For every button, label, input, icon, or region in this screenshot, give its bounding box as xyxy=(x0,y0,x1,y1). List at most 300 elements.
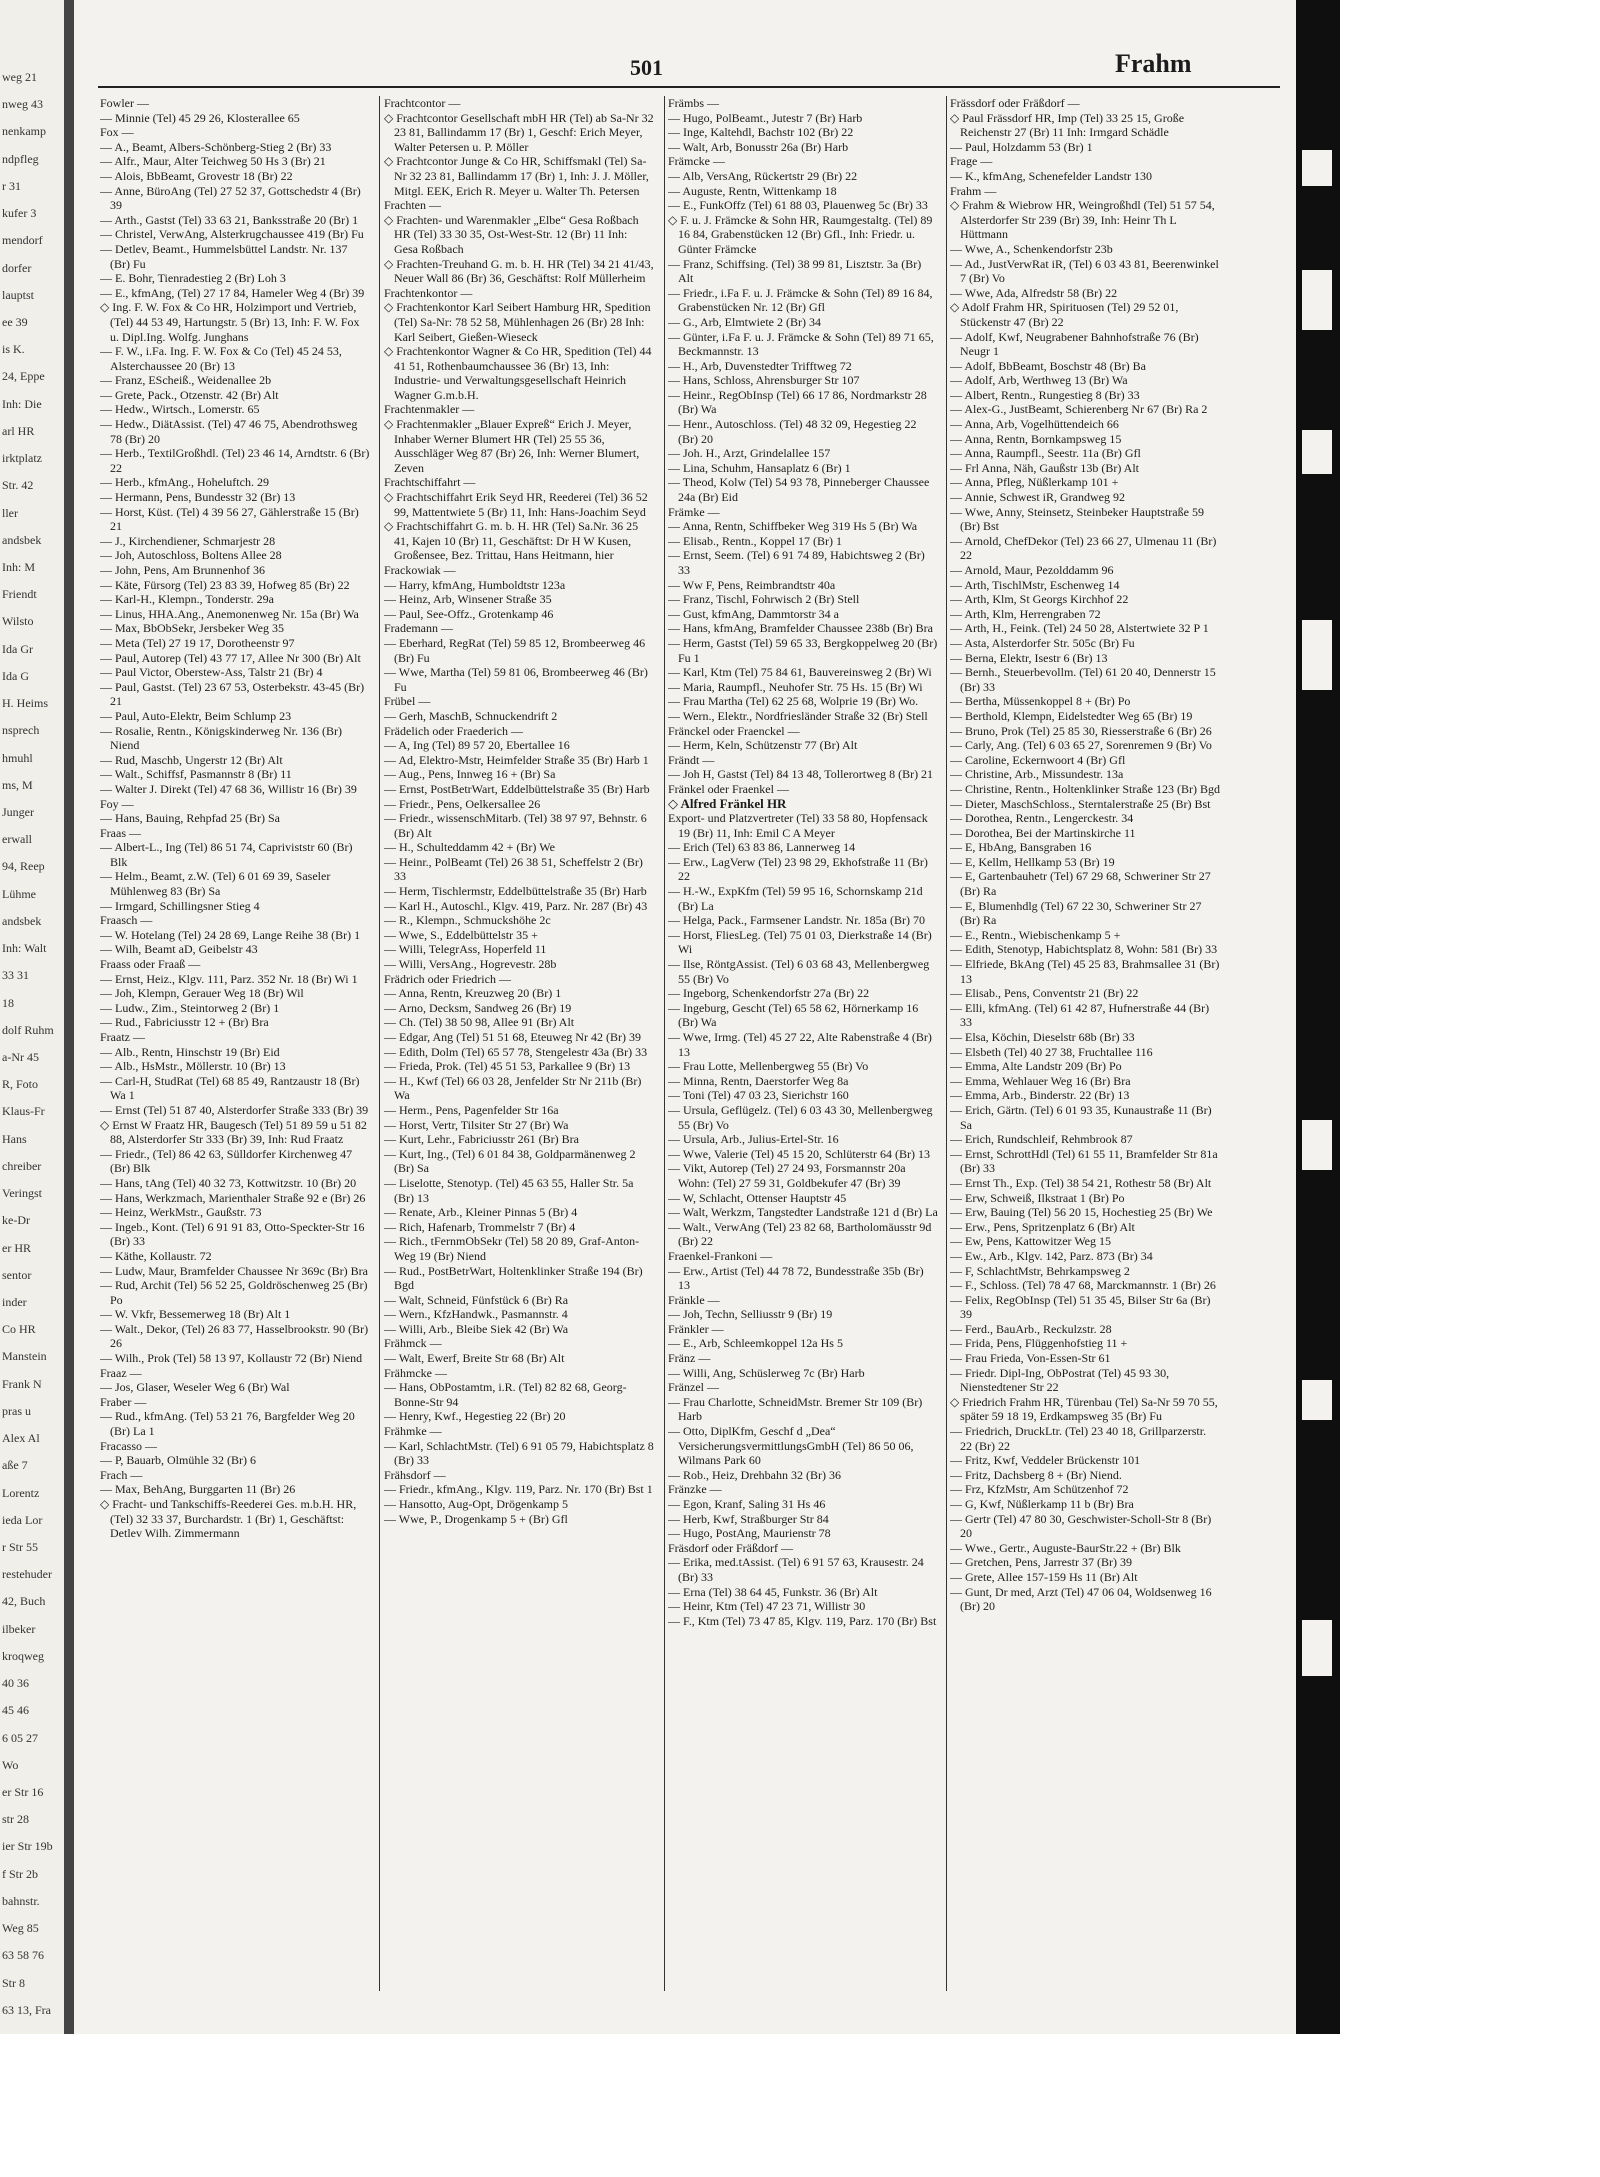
adjacent-page-fragment: is K. xyxy=(2,342,25,357)
directory-entry: — Walt., VerwAng (Tel) 23 82 68, Bartholomäusstr 9d (Br) 22 xyxy=(668,1219,932,1249)
directory-entry: — Franz, Tischl, Fohrwisch 2 (Br) Stell xyxy=(668,592,860,607)
directory-entry: — Karl, Ktm (Tel) 75 84 61, Bauvereinsweg 2 (Br) Wi xyxy=(668,665,932,680)
directory-entry: — G., Arb, Elmtwiete 2 (Br) 34 xyxy=(668,314,821,329)
directory-entry: — Ad., JustVerwRat iR, (Tel) 6 03 43 81, Beerenwinkel 7 (Br) Vo xyxy=(950,256,1219,286)
directory-entry: — Günter, i.Fa F. u. J. Främcke & Sohn (Tel) 89 71 65, Beckmannstr. 13 xyxy=(668,329,934,359)
directory-entry: — Emma, Arb., Binderstr. 22 (Br) 13 xyxy=(950,1088,1130,1103)
directory-column-4 xyxy=(950,96,1220,1991)
directory-entry: — Elisab., Rentn., Koppel 17 (Br) 1 xyxy=(668,533,842,548)
adjacent-page-fragment: ieda Lor xyxy=(2,1512,43,1527)
surname-heading: Frübel — xyxy=(384,694,431,709)
adjacent-page-fragment: dorfer xyxy=(2,260,32,275)
surname-heading: Frändt — xyxy=(668,752,715,767)
directory-entry: — Erika, med.tAssist. (Tel) 6 91 57 63, Krausestr. 24 (Br) 33 xyxy=(668,1555,924,1584)
surname-heading: Fraatz — xyxy=(100,1030,145,1044)
directory-entry: — Ernst (Tel) 51 87 40, Alsterdorfer Straße 333 (Br) 39 xyxy=(100,1102,369,1117)
directory-entry: ◇ Frachtenkontor Wagner & Co HR, Spedition (Tel) 44 41 51, Rothenbaumchaussee 36 (Br) 13, Inh: Industrie- und Verwaltungsgesellschaft Heinrich Wagner G.m.b.H. xyxy=(384,344,652,402)
adjacent-page-fragment: ee 39 xyxy=(2,315,28,329)
directory-entry: — Emma, Wehlauer Weg 16 (Br) Bra xyxy=(950,1073,1131,1088)
directory-entry: — Paul Victor, Oberstew-Ass, Talstr 21 (Br) 4 xyxy=(100,665,323,680)
directory-entry: — Rud., kfmAng. (Tel) 53 21 76, Bargfelder Weg 20 (Br) La 1 xyxy=(100,1409,355,1439)
surname-heading: Frädelich oder Fraederich — xyxy=(384,723,523,738)
adjacent-page-fragment: Lorentz xyxy=(2,1485,40,1500)
directory-entry: — Ch. (Tel) 38 50 98, Allee 91 (Br) Alt xyxy=(384,1015,575,1030)
directory-entry: — Heinr., PolBeamt (Tel) 26 38 51, Scheffelstr 2 (Br) 33 xyxy=(384,854,643,884)
directory-entry: — Egon, Kranf, Saling 31 Hs 46 xyxy=(668,1497,826,1511)
directory-entry: — G, Kwf, Nüßlerkamp 11 b (Br) Bra xyxy=(950,1497,1134,1511)
directory-entry: — Linus, HHA.Ang., Anemonenweg Nr. 15a (Br) Wa xyxy=(100,606,359,621)
directory-entry: — Gertr (Tel) 47 80 30, Geschwister-Scholl-Str 8 (Br) 20 xyxy=(950,1511,1212,1541)
directory-entry: — Wwe, Valerie (Tel) 45 15 20, Schlüterstr 64 (Br) 13 xyxy=(668,1146,930,1161)
directory-entry: — Ew., Arb., Klgv. 142, Parz. 873 (Br) 34 xyxy=(950,1248,1153,1263)
directory-entry: — Erw, Schweiß, Ilkstraat 1 (Br) Po xyxy=(950,1190,1125,1205)
directory-entry: — Wern., KfzHandwk., Pasmannstr. 4 xyxy=(384,1307,568,1322)
directory-entry: — Ingeborg, Schenkendorfstr 27a (Br) 22 xyxy=(668,986,870,1001)
adjacent-page-fragment: Ida Gr xyxy=(2,641,33,656)
directory-entry: — Arth, Klm, Herrengraben 72 xyxy=(950,606,1101,621)
directory-entry: — Ernst, Heiz., Klgv. 111, Parz. 352 Nr. 18 (Br) Wi 1 xyxy=(100,971,358,986)
directory-entry: — Meta (Tel) 27 19 17, Dorotheenstr 97 xyxy=(100,635,295,650)
surname-heading: Frademann — xyxy=(384,621,453,636)
directory-entry: — Inge, Kaltehdl, Bachstr 102 (Br) 22 xyxy=(668,125,854,140)
directory-entry: — Toni (Tel) 47 03 23, Sierichstr 160 xyxy=(668,1088,849,1103)
directory-entry: ◇ Frachtenmakler „Blauer Expreß“ Erich J. Meyer, Inhaber Werner Blumert HR (Tel) 25 55 36, Ausschläger Weg 87 (Br) 26, Inh: Werner Blumert, Zeven xyxy=(384,417,640,475)
directory-entry: — Paul, See-Offz., Grotenkamp 46 xyxy=(384,606,554,621)
directory-entry: ◇ Alfred Fränkel HR xyxy=(668,795,787,811)
directory-entry: — Ww F, Pens, Reimbrandtstr 40a xyxy=(668,577,836,592)
adjacent-page-fragment: Hans xyxy=(2,1131,27,1146)
directory-entry: — Rud., Fabriciusstr 12 + (Br) Bra xyxy=(100,1015,269,1030)
directory-entry: — Herb, Kwf, Straßburger Str 84 xyxy=(668,1511,829,1526)
directory-entry: — Ew, Pens, Kattowitzer Weg 15 xyxy=(950,1234,1112,1249)
directory-entry: — Friedr. Dipl-Ing, ObPostrat (Tel) 45 93 30, Nienstedtener Str 22 xyxy=(950,1365,1170,1395)
directory-entry: — Heinr, Ktm (Tel) 47 23 71, Willistr 30 xyxy=(668,1599,866,1614)
directory-entry: — Alois, BbBeamt, Grovestr 18 (Br) 22 xyxy=(100,168,293,183)
directory-entry: — E., kfmAng, (Tel) 27 17 84, Hameler Weg 4 (Br) 39 xyxy=(100,285,365,300)
directory-column-3 xyxy=(668,96,938,1991)
surname-heading: Frage — xyxy=(950,154,993,169)
directory-entry: — Hans, Bauing, Rehpfad 25 (Br) Sa xyxy=(100,811,280,826)
adjacent-page-fragment: dolf Ruhm xyxy=(2,1022,54,1037)
directory-entry: — Anna, Rentn, Kreuzweg 20 (Br) 1 xyxy=(384,986,562,1001)
directory-entry: — Theod, Kolw (Tel) 54 93 78, Pinneberger Chaussee 24a (Br) Eid xyxy=(668,475,930,505)
surname-heading: Frädrich oder Friedrich — xyxy=(384,971,511,986)
surname-heading: Export- und Platzvertreter (Tel) 33 58 80, Hopfensack 19 (Br) 11, Inh: Emil C A Meyer xyxy=(668,811,928,840)
thumb-tab xyxy=(1302,430,1332,474)
directory-entry: — Harry, kfmAng, Humboldtstr 123a xyxy=(384,577,566,592)
directory-entry: — Anna, Arb, Vogelhüttendeich 66 xyxy=(950,417,1119,432)
directory-entry: — Joh, Techn, Selliusstr 9 (Br) 19 xyxy=(668,1307,833,1322)
directory-entry: — Dieter, MaschSchloss., Sterntalerstraße 25 (Br) Bst xyxy=(950,796,1211,811)
directory-entry: — Willi, Ang, Schüslerweg 7c (Br) Harb xyxy=(668,1365,865,1380)
surname-heading: Fraber — xyxy=(100,1394,147,1409)
directory-entry: — Carl-H, StudRat (Tel) 68 85 49, Rantzaustr 18 (Br) Wa 1 xyxy=(100,1073,360,1103)
adjacent-page-fragment: erwall xyxy=(2,832,32,847)
directory-entry: — Bernh., Steuerbevollm. (Tel) 61 20 40, Dennerstr 15 (Br) 33 xyxy=(950,665,1216,694)
directory-entry: — Anna, Pfleg, Nüßlerkamp 101 + xyxy=(950,475,1119,490)
surname-heading: Fowler — xyxy=(100,96,149,110)
directory-entry: — Kurt, Lehr., Fabriciusstr 261 (Br) Bra xyxy=(384,1132,579,1147)
directory-entry: — Frl Anna, Näh, Gaußstr 13b (Br) Alt xyxy=(950,460,1139,475)
directory-entry: — Rob., Heiz, Drehbahn 32 (Br) 36 xyxy=(668,1467,841,1482)
directory-entry: — Minnie (Tel) 45 29 26, Klosterallee 65 xyxy=(100,110,300,125)
surname-heading: Frähmcke — xyxy=(384,1365,447,1380)
directory-entry: — Rud, Maschb, Ungerstr 12 (Br) Alt xyxy=(100,752,283,767)
directory-entry: — Ingeburg, Gescht (Tel) 65 58 62, Hörnerkamp 16 (Br) Wa xyxy=(668,1000,919,1030)
directory-entry: ◇ F. u. J. Främcke & Sohn HR, Raumgestaltg. (Tel) 89 16 84, Grabenstücken 12 (Br) Gfl., Inh: Friedr. u. Günter Främcke xyxy=(668,212,933,256)
directory-entry: — Elisab., Pens, Conventstr 21 (Br) 22 xyxy=(950,986,1139,1001)
directory-entry: — H., Schulteddamm 42 + (Br) We xyxy=(384,840,555,855)
directory-entry: — Arno, Decksm, Sandweg 26 (Br) 19 xyxy=(384,1000,572,1015)
directory-entry: — Herm, Gastst (Tel) 59 65 33, Bergkoppelweg 20 (Br) Fu 1 xyxy=(668,635,938,665)
directory-entry: — Erich, Rundschleif, Rehmbrook 87 xyxy=(950,1132,1133,1147)
directory-entry: — Wilh, Beamt aD, Geibelstr 43 xyxy=(100,942,258,957)
directory-entry: ◇ Adolf Frahm HR, Spirituosen (Tel) 29 52 01, Stückenstr 47 (Br) 22 xyxy=(950,300,1179,329)
binding-gutter xyxy=(64,0,74,2034)
directory-entry: — Wwe, S., Eddelbüttelstr 35 + xyxy=(384,927,538,942)
adjacent-page-fragment: inder xyxy=(2,1295,27,1309)
directory-entry: — Walter J. Direkt (Tel) 47 68 36, Willistr 16 (Br) 39 xyxy=(100,781,357,796)
adjacent-page-fragment: 24, Eppe xyxy=(2,369,45,384)
surname-heading: Fränkle — xyxy=(668,1292,720,1307)
surname-heading: Frähsdorf — xyxy=(384,1467,446,1482)
directory-entry: — Paul, Holzdamm 53 (Br) 1 xyxy=(950,139,1093,154)
surname-heading: Frähmke — xyxy=(384,1424,442,1439)
directory-entry: — Hugo, PolBeamt., Jutestr 7 (Br) Harb xyxy=(668,110,863,125)
surname-heading: Fraenkel-Frankoni — xyxy=(668,1248,773,1263)
directory-entry: — Gerh, MaschB, Schnuckendrift 2 xyxy=(384,708,558,723)
thumb-tab xyxy=(1302,620,1332,690)
directory-entry: — Heinr., RegObInsp (Tel) 66 17 86, Nordmarkstr 28 (Br) Wa xyxy=(668,387,927,417)
adjacent-page-fragment: Ida G xyxy=(2,668,29,683)
directory-entry: — Karl H., Autoschl., Klgv. 419, Parz. Nr. 287 (Br) 43 xyxy=(384,898,648,913)
thumb-tab xyxy=(1302,1120,1332,1170)
adjacent-page-fragment: andsbek xyxy=(2,532,42,547)
adjacent-page-fragment: 94, Reep xyxy=(2,859,45,874)
adjacent-page-fragment: Weg 85 xyxy=(2,1921,39,1936)
directory-entry: — Minna, Rentn, Daerstorfer Weg 8a xyxy=(668,1073,849,1088)
adjacent-page-fragment: er Str 16 xyxy=(2,1785,44,1799)
thumb-tab xyxy=(1302,1620,1332,1676)
directory-entry: — E., Rentn., Wiebischenkamp 5 + xyxy=(950,927,1121,942)
directory-entry: — Anna, Rentn, Bornkampsweg 15 xyxy=(950,431,1122,446)
thumb-tab xyxy=(1302,270,1332,330)
adjacent-page-fragment: Frank N xyxy=(2,1376,42,1391)
surname-heading: Fränz — xyxy=(668,1351,711,1366)
surname-heading: Fraas — xyxy=(100,825,141,840)
adjacent-page-fragment: ms, M xyxy=(2,777,33,792)
directory-entry: ◇ Friedrich Frahm HR, Türenbau (Tel) Sa-Nr 59 70 55, später 59 18 19, Erdkampsweg 35 (Br) Fu xyxy=(950,1394,1218,1424)
directory-entry: — Ernst Th., Exp. (Tel) 38 54 21, Rothestr 58 (Br) Alt xyxy=(950,1175,1212,1190)
directory-entry: — Edgar, Ang (Tel) 51 51 68, Eteuweg Nr 42 (Br) 39 xyxy=(384,1030,641,1044)
directory-entry: — Hedw., DiätAssist. (Tel) 47 46 75, Abendrothsweg 78 (Br) 20 xyxy=(100,417,358,446)
directory-entry: ◇ Frachtenkontor Karl Seibert Hamburg HR, Spedition (Tel) Sa-Nr: 78 52 58, Mühlenhagen 26 (Br) 28 Inh: Karl Seibert, Gießen-Wieseck xyxy=(384,300,651,344)
directory-entry: — F, SchlachtMstr, Behrkampsweg 2 xyxy=(950,1263,1130,1278)
surname-heading: Fox — xyxy=(100,125,134,140)
directory-entry: ◇ Frachtschiffahrt Erik Seyd HR, Reederei (Tel) 36 52 99, Mattentwiete 5 (Br) 11, Inh: Hans-Joachim Seyd xyxy=(384,490,648,519)
directory-column-1 xyxy=(100,96,370,1991)
surname-heading: Frackowiak — xyxy=(384,563,456,577)
directory-entry: — Frieda, Prok. (Tel) 45 51 53, Parkallee 9 (Br) 13 xyxy=(384,1059,631,1074)
directory-entry: — E., FunkOffz (Tel) 61 88 03, Plauenweg 5c (Br) 33 xyxy=(668,198,928,213)
directory-entry: — Helm., Beamt, z.W. (Tel) 6 01 69 39, Saseler Mühlenweg 83 (Br) Sa xyxy=(100,869,331,899)
adjacent-page-fragment: chreiber xyxy=(2,1158,42,1173)
directory-entry: — Edith, Stenotyp, Habichtsplatz 8, Wohn: 581 (Br) 33 xyxy=(950,942,1218,957)
directory-entry: — Wilh., Prok (Tel) 58 13 97, Kollaustr 72 (Br) Niend xyxy=(100,1351,363,1366)
directory-entry: — Käte, Fürsorg (Tel) 23 83 39, Hofweg 85 (Br) 22 xyxy=(100,577,350,592)
directory-entry: — Erw, Bauing (Tel) 56 20 15, Hochestieg 25 (Br) We xyxy=(950,1205,1213,1220)
directory-entry: — Friedr., i.Fa F. u. J. Främcke & Sohn (Tel) 89 16 84, Grabenstücken Nr. 12 (Br) Gfl xyxy=(668,285,933,315)
directory-entry: — Joh H, Gastst (Tel) 84 13 48, Tollerortweg 8 (Br) 21 xyxy=(668,767,934,782)
adjacent-page-fragment: lauptst xyxy=(2,287,34,302)
directory-entry: — Frz, KfzMstr, Am Schützenhof 72 xyxy=(950,1482,1129,1497)
adjacent-page-fragment: ier Str 19b xyxy=(2,1839,53,1854)
directory-entry: — Jos, Glaser, Weseler Weg 6 (Br) Wal xyxy=(100,1380,290,1395)
directory-entry: — Paul, Autorep (Tel) 43 77 17, Allee Nr 300 (Br) Alt xyxy=(100,650,361,665)
directory-entry: — Vikt, Autorep (Tel) 27 24 93, Forsmannstr 20a Wohn: (Tel) 27 59 31, Goldbekufer 47 (Br) 39 xyxy=(668,1161,906,1190)
adjacent-page-fragment: str 28 xyxy=(2,1812,29,1827)
adjacent-page-fragment: ndpfleg xyxy=(2,151,39,166)
directory-entry: — Horst, Vertr, Tilsiter Str 27 (Br) Wa xyxy=(384,1117,569,1132)
directory-entry: — Karl, SchlachtMstr. (Tel) 6 91 05 79, Habichtsplatz 8 (Br) 33 xyxy=(384,1438,654,1468)
directory-entry: — R., Klempn., Schmuckshöhe 2c xyxy=(384,913,551,928)
directory-entry: — W, Schlacht, Ottenser Hauptstr 45 xyxy=(668,1190,847,1205)
adjacent-page-fragment: 33 31 xyxy=(2,968,29,983)
directory-entry: — E., Arb, Schleemkoppel 12a Hs 5 xyxy=(668,1336,843,1351)
directory-entry: — Willi, VersAng., Hogrevestr. 28b xyxy=(384,957,557,972)
adjacent-page-fragment: r Str 55 xyxy=(2,1540,38,1554)
directory-entry: — Ludw, Maur, Bramfelder Chaussee Nr 369c (Br) Bra xyxy=(100,1263,368,1278)
surname-heading: Frachtcontor — xyxy=(384,96,461,110)
directory-entry: — Max, BehAng, Burggarten 11 (Br) 26 xyxy=(100,1482,296,1497)
directory-entry: — Wwe., Gertr., Auguste-BaurStr.22 + (Br) Blk xyxy=(950,1540,1181,1555)
directory-entry: — Felix, RegObInsp (Tel) 51 35 45, Bilser Str 6a (Br) 39 xyxy=(950,1292,1211,1322)
directory-entry: — Erw., Artist (Tel) 44 78 72, Bundesstraße 35b (Br) 13 xyxy=(668,1263,924,1293)
directory-entry: — Aug., Pens, Innweg 16 + (Br) Sa xyxy=(384,767,556,782)
directory-entry: — Friedrich, DruckLtr. (Tel) 23 40 18, Grillparzerstr. 22 (Br) 22 xyxy=(950,1424,1207,1453)
adjacent-page-fragment: Wo xyxy=(2,1757,19,1772)
surname-heading: Frässdorf oder Fräßdorf — xyxy=(950,96,1080,110)
directory-entry: — Arth, TischlMstr, Eschenweg 14 xyxy=(950,577,1120,592)
adjacent-page-fragment: r 31 xyxy=(2,178,21,193)
directory-entry: — Herm, Tischlermstr, Eddelbüttelstraße 35 (Br) Harb xyxy=(384,884,647,899)
surname-heading: Fraasch — xyxy=(100,913,153,928)
directory-entry: — Christel, VerwAng, Alsterkrugchaussee 419 (Br) Fu xyxy=(100,227,364,242)
directory-entry: — Friedr., kfmAng., Klgv. 119, Parz. Nr. 170 (Br) Bst 1 xyxy=(384,1482,653,1497)
surname-heading: Frachtschiffahrt — xyxy=(384,475,476,490)
directory-entry: — Grete, Pack., Otzenstr. 42 (Br) Alt xyxy=(100,387,279,402)
directory-entry: — Irmgard, Schillingsner Stieg 4 xyxy=(100,898,260,913)
directory-entry: — Elsbeth (Tel) 40 27 38, Fruchtallee 116 xyxy=(950,1044,1153,1059)
directory-entry: — Franz, EScheiß., Weidenallee 2b xyxy=(100,373,272,388)
adjacent-page-fragment: Alex Al xyxy=(2,1431,40,1446)
page-number: 501 xyxy=(630,55,663,80)
directory-entry: — Berthold, Klempn, Eidelstedter Weg 65 (Br) 19 xyxy=(950,708,1193,723)
surname-heading: Fränckel oder Fraenckel — xyxy=(668,723,800,738)
directory-entry: — Lina, Schuhm, Hansaplatz 6 (Br) 1 xyxy=(668,460,851,475)
directory-entry: — Albert, Rentn., Rungestieg 8 (Br) 33 xyxy=(950,387,1140,402)
adjacent-page-fragment: Inh: M xyxy=(2,560,35,574)
adjacent-page-fragment: a-Nr 45 xyxy=(2,1050,39,1064)
directory-entry: — Bertha, Müssenkoppel 8 + (Br) Po xyxy=(950,694,1131,709)
directory-entry: — Ferd., BauArb., Reckulzstr. 28 xyxy=(950,1321,1112,1336)
adjacent-page-fragment: nsprech xyxy=(2,723,40,738)
directory-entry: — Joh, Klempn, Gerauer Weg 18 (Br) Wil xyxy=(100,986,304,1001)
directory-entry: — Joh. H., Arzt, Grindelallee 157 xyxy=(668,446,831,461)
surname-heading: Foy — xyxy=(100,796,134,811)
directory-entry: — Kurt, Ing., (Tel) 6 01 84 38, Goldparmänenweg 2 (Br) Sa xyxy=(384,1146,636,1176)
directory-entry: — John, Pens, Am Brunnenhof 36 xyxy=(100,563,265,577)
surname-heading: Fränzel — xyxy=(668,1380,719,1395)
directory-entry: — Renate, Arb., Kleiner Pinnas 5 (Br) 4 xyxy=(384,1205,578,1220)
directory-entry: — Rich, Hafenarb, Trommelstr 7 (Br) 4 xyxy=(384,1219,576,1234)
directory-entry: — H.-W., ExpKfm (Tel) 59 95 16, Schornskamp 21d (Br) La xyxy=(668,884,923,913)
directory-entry: — Willi, Arb., Bleibe Siek 42 (Br) Wa xyxy=(384,1321,569,1336)
surname-heading: Fränkel oder Fraenkel — xyxy=(668,781,789,796)
directory-entry: — Paul, Gastst. (Tel) 23 67 53, Osterbekstr. 43-45 (Br) 21 xyxy=(100,679,365,709)
adjacent-page-fragment: kufer 3 xyxy=(2,206,37,221)
directory-entry: — Ludw., Zim., Steintorweg 2 (Br) 1 xyxy=(100,1000,280,1015)
directory-entry: — Frau Charlotte, SchneidMstr. Bremer Str 109 (Br) Harb xyxy=(668,1394,923,1424)
adjacent-page-fragment: hmuhl xyxy=(2,750,33,765)
adjacent-page-fragment: andsbek xyxy=(2,913,42,928)
directory-entry: — Hugo, PostAng, Maurienstr 78 xyxy=(668,1526,831,1541)
directory-entry: — Hans, tAng (Tel) 40 32 73, Kottwitzstr. 10 (Br) 20 xyxy=(100,1175,357,1190)
directory-entry: — Alex-G., JustBeamt, Schierenberg Nr 67 (Br) Ra 2 xyxy=(950,402,1208,417)
directory-entry: — Wwe, A., Schenkendorfstr 23b xyxy=(950,241,1113,256)
adjacent-page-fragment: f Str 2b xyxy=(2,1866,38,1881)
directory-entry: — Herm, Keln, Schützenstr 77 (Br) Alt xyxy=(668,738,858,753)
directory-entry: ◇ Frachten- und Warenmakler „Elbe“ Gesa Roßbach HR (Tel) 33 30 35, Ost-West-Str. 12 (Br) 11 Inh: Gesa Roßbach xyxy=(384,212,639,256)
adjacent-page-fragment: Str. 42 xyxy=(2,478,34,493)
running-head: Frahm xyxy=(1115,49,1192,78)
directory-entry: — Carly, Ang. (Tel) 6 03 65 27, Sorenremen 9 (Br) Vo xyxy=(950,738,1212,753)
directory-entry: — Fritz, Kwf, Veddeler Brückenstr 101 xyxy=(950,1453,1141,1468)
adjacent-page-fragment: sentor xyxy=(2,1267,32,1282)
adjacent-page-fragment: R, Foto xyxy=(2,1077,39,1092)
column-divider xyxy=(379,96,380,1991)
directory-entry: — Rud., PostBetrWart, Holtenklinker Straße 194 (Br) Bgd xyxy=(384,1263,643,1293)
directory-entry: — Arth, Klm, St Georgs Kirchhof 22 xyxy=(950,592,1129,607)
adjacent-page-fragment: 45 46 xyxy=(2,1703,29,1718)
directory-entry: — Rosalie, Rentn., Königskinderweg Nr. 136 (Br) Niend xyxy=(100,723,342,753)
directory-entry: — Erich, Gärtn. (Tel) 6 01 93 35, Kunaustraße 11 (Br) Sa xyxy=(950,1102,1212,1132)
adjacent-page-fragment: arl HR xyxy=(2,423,35,438)
directory-entry: — Ilse, RöntgAssist. (Tel) 6 03 68 43, Mellenbergweg 55 (Br) Vo xyxy=(668,957,930,986)
directory-entry: — Grete, Allee 157-159 Hs 11 (Br) Alt xyxy=(950,1569,1138,1584)
directory-entry: — Dorothea, Bei der Martinskirche 11 xyxy=(950,825,1136,840)
directory-entry: — W. Vkfr, Bessemerweg 18 (Br) Alt 1 xyxy=(100,1307,291,1322)
surname-heading: Frachtenkontor — xyxy=(384,285,473,300)
directory-entry: — Käthe, Kollaustr. 72 xyxy=(100,1248,212,1263)
surname-heading: Fraass oder Fraaß — xyxy=(100,957,201,972)
directory-entry: ◇ Frahm & Wiebrow HR, Weingroßhdl (Tel) 51 57 54, Alsterdorfer Str 239 (Br) 39, Inh: Heinr Th L Hüttmann xyxy=(950,198,1215,242)
directory-entry: — Ursula, Arb., Julius-Ertel-Str. 16 xyxy=(668,1132,839,1147)
directory-entry: — Arnold, ChefDekor (Tel) 23 66 27, Ulmenau 11 (Br) 22 xyxy=(950,533,1217,563)
directory-entry: — Ingeb., Kont. (Tel) 6 91 91 83, Otto-Speckter-Str 16 (Br) 33 xyxy=(100,1219,365,1249)
thumb-tab xyxy=(1302,1380,1332,1420)
column-divider xyxy=(664,96,665,1991)
directory-entry: — Erich (Tel) 63 83 86, Lannerweg 14 xyxy=(668,840,856,855)
directory-entry: — Willi, TelegrAss, Hoperfeld 11 xyxy=(384,942,547,957)
directory-entry: — Joh, Autoschloss, Boltens Allee 28 xyxy=(100,548,282,563)
directory-entry: — Wwe, Irmg. (Tel) 45 27 22, Alte Rabenstraße 4 (Br) 13 xyxy=(668,1030,932,1059)
directory-entry: — Rud, Archit (Tel) 56 52 25, Goldröschenweg 25 (Br) Po xyxy=(100,1278,368,1307)
directory-entry: ◇ Frachtschiffahrt G. m. b. H. HR (Tel) Sa.Nr. 36 25 41, Kajen 10 (Br) 11, Geschäftst: Dr H W Kusen, Großensee, Bez. Trittau, Hans Heitmann, hier xyxy=(384,519,639,563)
directory-entry: — Erw., Pens, Spritzenplatz 6 (Br) Alt xyxy=(950,1219,1135,1234)
directory-entry: — Alfr., Maur, Alter Teichweg 50 Hs 3 (Br) 21 xyxy=(100,154,326,169)
adjacent-page-fragment: Str 8 xyxy=(2,1975,26,1990)
directory-entry: ◇ Ernst W Fraatz HR, Baugesch (Tel) 51 89 59 u 51 82 88, Alsterdorfer Str 333 (Br) 39, Inh: Rud Fraatz xyxy=(100,1117,367,1147)
directory-entry: — Walt, Schneid, Fünfstück 6 (Br) Ra xyxy=(384,1292,569,1307)
directory-entry: — Otto, DiplKfm, Geschf d „Dea“ VersicherungsvermittlungsGmbH (Tel) 86 50 06, Wilmans Park 60 xyxy=(668,1424,914,1468)
directory-entry: — Hans, ObPostamtm, i.R. (Tel) 82 82 68, Georg-Bonne-Str 94 xyxy=(384,1380,627,1409)
directory-entry: — W. Hotelang (Tel) 24 28 69, Lange Reihe 38 (Br) 1 xyxy=(100,927,361,942)
directory-entry: — Elfriede, BkAng (Tel) 45 25 83, Brahmsallee 31 (Br) 13 xyxy=(950,957,1220,986)
adjacent-page-fragment: weg 21 xyxy=(2,70,37,84)
adjacent-page-fragment: irktplatz xyxy=(2,451,42,466)
adjacent-page-fragment: Inh: Die xyxy=(2,396,42,411)
directory-entry: — Friedr., wissenschMitarb. (Tel) 38 97 97, Behnstr. 6 (Br) Alt xyxy=(384,811,647,840)
directory-entry: — F., Schloss. (Tel) 78 47 68, Marckmannstr. 1 (Br) 26 xyxy=(950,1278,1216,1293)
adjacent-page-fragment: nweg 43 xyxy=(2,97,43,112)
directory-entry: — Elsa, Köchin, Dieselstr 68b (Br) 33 xyxy=(950,1030,1135,1044)
directory-entry: — Asta, Alsterdorfer Str. 505c (Br) Fu xyxy=(950,635,1135,650)
surname-heading: Frach — xyxy=(100,1467,143,1482)
directory-entry: — Hansotto, Aug-Opt, Drögenkamp 5 xyxy=(384,1497,568,1511)
surname-heading: Främcke — xyxy=(668,154,725,169)
directory-entry: — Fritz, Dachsberg 8 + (Br) Niend. xyxy=(950,1467,1122,1482)
adjacent-page-edge xyxy=(0,0,66,2034)
directory-entry: — Walt, Ewerf, Breite Str 68 (Br) Alt xyxy=(384,1351,565,1366)
surname-heading: Fraaz — xyxy=(100,1365,142,1380)
surname-heading: Fracasso — xyxy=(100,1438,157,1453)
directory-entry: — Anne, BüroAng (Tel) 27 52 37, Gottschedstr 4 (Br) 39 xyxy=(100,183,361,213)
directory-entry: ◇ Fracht- und Tankschiffs-Reederei Ges. m.b.H. HR, (Tel) 32 33 37, Burchardstr. 1 (Br) 1, Geschäftst: Detlev Wilh. Zimmermann xyxy=(100,1497,357,1541)
directory-entry: — Adolf, Arb, Werthweg 13 (Br) Wa xyxy=(950,373,1128,388)
adjacent-page-fragment: 40 36 xyxy=(2,1676,29,1691)
directory-entry: — Frida, Pens, Flüggenhofstieg 11 + xyxy=(950,1336,1128,1351)
directory-entry: — E. Bohr, Tienradestieg 2 (Br) Loh 3 xyxy=(100,271,286,286)
directory-entry: — A., Beamt, Albers-Schönberg-Stieg 2 (Br) 33 xyxy=(100,139,332,154)
directory-entry: — Walt, Arb, Bonusstr 26a (Br) Harb xyxy=(668,139,849,154)
directory-entry: ◇ Frachtcontor Gesellschaft mbH HR (Tel) ab Sa-Nr 32 23 81, Ballindamm 17 (Br) 1, Geschf: Erich Meyer, Walter Petersen u. P. Möller xyxy=(384,110,654,154)
adjacent-page-fragment: restehuder xyxy=(2,1567,52,1582)
directory-entry: — Wwe, P., Drogenkamp 5 + (Br) Gfl xyxy=(384,1511,568,1526)
surname-heading: Frachten — xyxy=(384,198,441,213)
directory-entry: — Elli, kfmAng. (Tel) 61 42 87, Hufnerstraße 44 (Br) 33 xyxy=(950,1000,1210,1030)
directory-entry: — Christine, Arb., Missundestr. 13a xyxy=(950,767,1124,782)
surname-heading: Frahm — xyxy=(950,183,997,198)
adjacent-page-fragment: 63 13, Fra xyxy=(2,2002,51,2017)
adjacent-page-fragment: Inh: Walt xyxy=(2,941,47,956)
directory-entry: — Ernst, SchrottHdl (Tel) 61 55 11, Bramfelder Str 81a (Br) 33 xyxy=(950,1146,1218,1176)
directory-entry: — Herm., Pens, Pagenfelder Str 16a xyxy=(384,1102,559,1117)
directory-entry: — Horst, Küst. (Tel) 4 39 56 27, Gählerstraße 15 (Br) 21 xyxy=(100,504,359,534)
directory-entry: — J., Kirchendiener, Schmarjestr 28 xyxy=(100,533,276,548)
directory-entry: — Wwe, Ada, Alfredstr 58 (Br) 22 xyxy=(950,285,1118,300)
directory-entry: — Helga, Pack., Farmsener Landstr. Nr. 185a (Br) 70 xyxy=(668,913,925,928)
directory-entry: — Ernst, PostBetrWart, Eddelbüttelstraße 35 (Br) Harb xyxy=(384,781,650,796)
directory-entry: — Paul, Auto-Elektr, Beim Schlump 23 xyxy=(100,708,292,723)
adjacent-page-fragment: mendorf xyxy=(2,233,43,248)
directory-entry: ◇ Paul Frässdorf HR, Imp (Tel) 33 25 15, Große Reichenstr 27 (Br) 11 Inh: Irmgard Schädle xyxy=(950,110,1185,140)
directory-entry: — Albert-L., Ing (Tel) 86 51 74, Capriviststr 60 (Br) Blk xyxy=(100,840,353,869)
thumb-tab xyxy=(1302,150,1332,186)
directory-entry: — Emma, Alte Landstr 209 (Br) Po xyxy=(950,1059,1122,1074)
directory-entry: — Walt, Werkzm, Tangstedter Landstraße 121 d (Br) La xyxy=(668,1205,938,1220)
directory-entry: — Herb., kfmAng., Hoheluftch. 29 xyxy=(100,475,269,490)
